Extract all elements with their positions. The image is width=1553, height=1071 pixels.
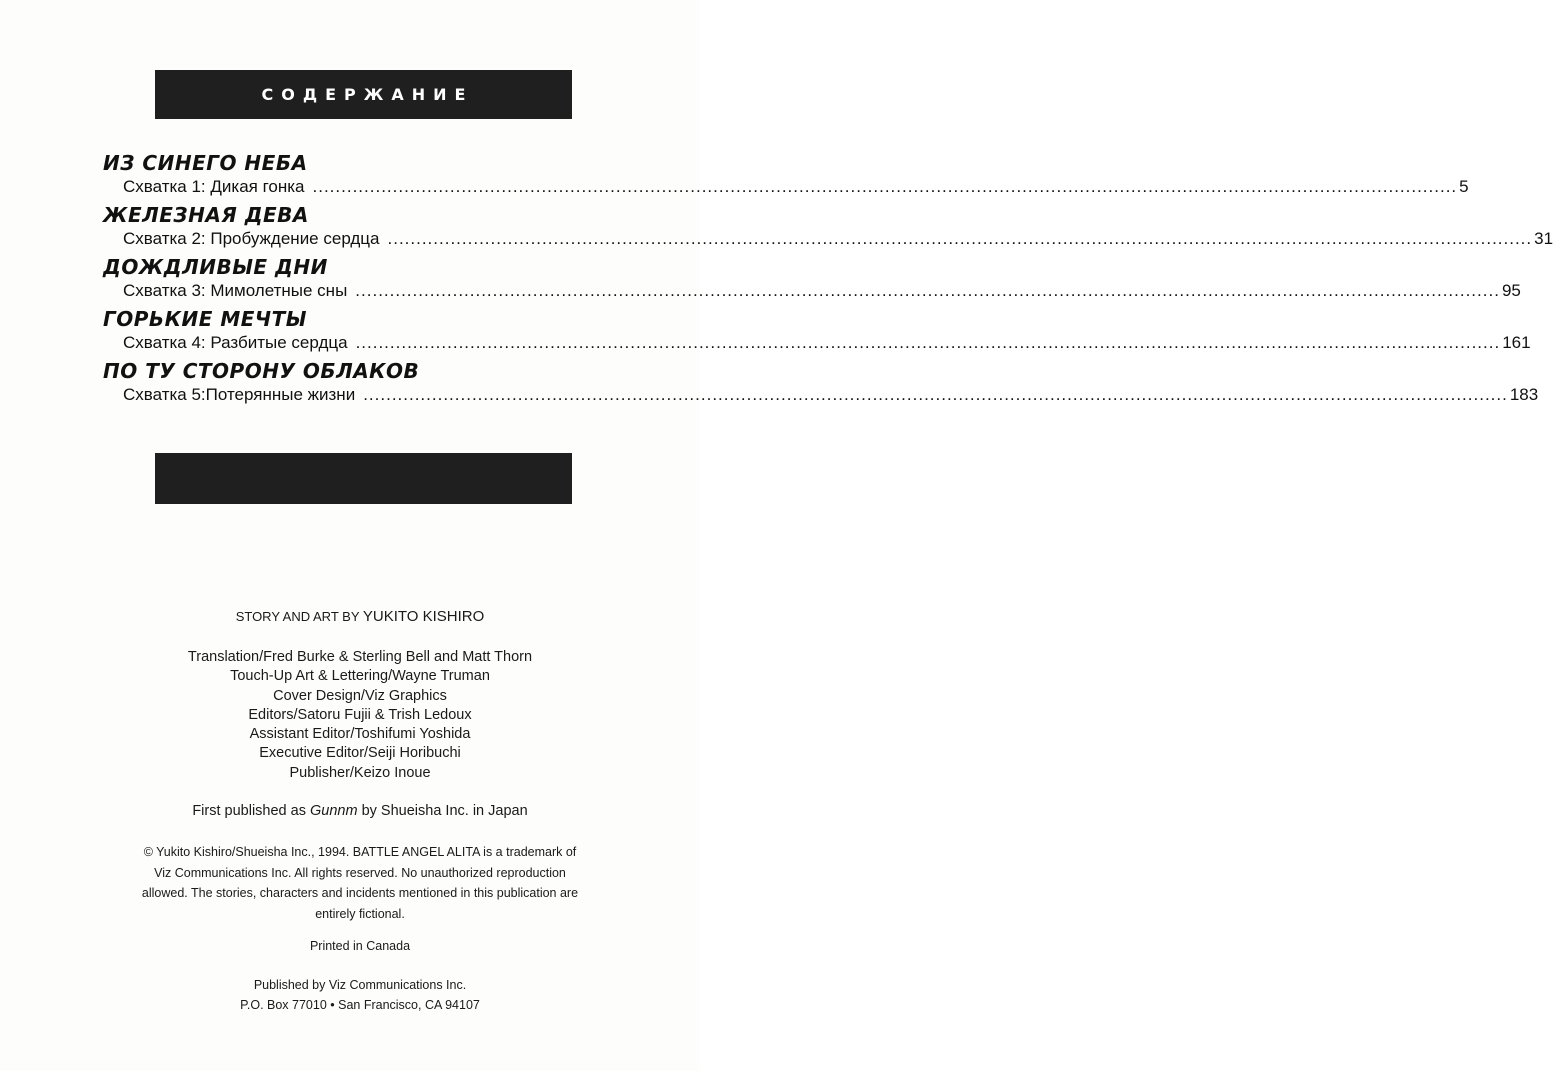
- toc-chapter-label: Схватка 5:Потерянные жизни: [123, 385, 356, 404]
- publisher-line: Published by Viz Communications Inc.: [253, 978, 467, 992]
- publisher-address: [100, 975, 620, 1015]
- toc-chapter-label: Схватка 4: Разбитые сердца: [123, 333, 348, 352]
- toc-page-number: 31: [1534, 229, 1553, 248]
- copyright-notice: © Yukito Kishiro/Shueisha Inc., 1994. BATTLE ANGEL ALITA is a trademark of Viz Communications Inc. All rights reserved. No unauthorized reproduction allowed. The stories, characters and incidents mentioned in this publication are entirely fictional.: [141, 845, 579, 921]
- toc-leader-dots: ........................................................................................................................................................................................................: [387, 229, 1533, 248]
- toc-heading: ИЗ СИНЕГО НЕБА: [103, 150, 308, 176]
- toc-page-number: 5: [1459, 177, 1469, 196]
- publisher-address-line: P.O. Box 77010 • San Francisco, CA 94107: [240, 998, 480, 1012]
- staff-credit-line: Assistant Editor/Toshifumi Yoshida: [249, 726, 471, 743]
- toc-entry: [103, 202, 1553, 250]
- toc-chapter-label: Схватка 2: Пробуждение сердца: [123, 229, 380, 248]
- toc-page-number: 183: [1509, 385, 1539, 404]
- toc-page-number: 95: [1501, 281, 1521, 300]
- story-credit-prefix: STORY AND ART BY: [235, 609, 360, 624]
- staff-credit-line: Editors/Satoru Fujii & Trish Ledoux: [248, 706, 472, 723]
- toc-entry: [103, 306, 1531, 354]
- toc-leader-dots: ........................................................................................................................................................................................................: [355, 333, 1501, 352]
- staff-credit-line: Touch-Up Art & Lettering/Wayne Truman: [230, 668, 490, 685]
- toc-chapter-label: Схватка 1: Дикая гонка: [123, 177, 305, 196]
- first-published-prefix: First published as: [192, 803, 306, 819]
- staff-credit-line: Cover Design/Viz Graphics: [273, 687, 447, 704]
- toc-chapter-line: [123, 384, 1539, 406]
- staff-credit-line: Publisher/Keizo Inoue: [289, 764, 431, 781]
- toc-chapter-line: [123, 228, 1553, 250]
- contents-header-bar: [155, 70, 572, 119]
- toc-chapter-line: [123, 176, 1469, 198]
- first-published-suffix: by Shueisha Inc. in Japan: [361, 803, 528, 819]
- toc-page-number: 161: [1502, 333, 1531, 352]
- toc-leader-dots: ........................................................................................................................................................................................................: [312, 177, 1458, 196]
- toc-chapter-label: Схватка 3: Мимолетные сны: [123, 281, 348, 300]
- author-name: YUKITO KISHIRO: [362, 608, 485, 625]
- original-title: Gunnm: [310, 803, 358, 819]
- story-credit: [100, 608, 620, 626]
- toc-chapter-line: [123, 332, 1531, 354]
- toc-heading: ЖЕЛЕЗНАЯ ДЕВА: [103, 202, 309, 228]
- divider-bar: [155, 453, 572, 504]
- staff-credits: [100, 648, 620, 783]
- toc-leader-dots: ........................................................................................................................................................................................................: [363, 385, 1508, 404]
- toc-heading: ГОРЬКИЕ МЕЧТЫ: [103, 306, 307, 332]
- printed-in-note: Printed in Canada: [309, 939, 411, 953]
- toc-chapter-line: [123, 280, 1521, 302]
- toc-heading: ПО ТУ СТОРОНУ ОБЛАКОВ: [103, 358, 420, 384]
- toc-heading: ДОЖДЛИВЫЕ ДНИ: [103, 254, 328, 280]
- staff-credit-line: Executive Editor/Seiji Horibuchi: [259, 745, 461, 762]
- table-of-contents: [103, 150, 1553, 410]
- toc-entry: [103, 150, 1469, 198]
- contents-title: СОДЕРЖАНИЕ: [261, 85, 474, 104]
- toc-entry: [103, 254, 1521, 302]
- staff-credit-line: Translation/Fred Burke & Sterling Bell and Matt Thorn: [187, 649, 533, 665]
- toc-entry: [103, 358, 1539, 406]
- toc-leader-dots: ........................................................................................................................................................................................................: [355, 281, 1500, 300]
- first-published-note: [100, 802, 620, 821]
